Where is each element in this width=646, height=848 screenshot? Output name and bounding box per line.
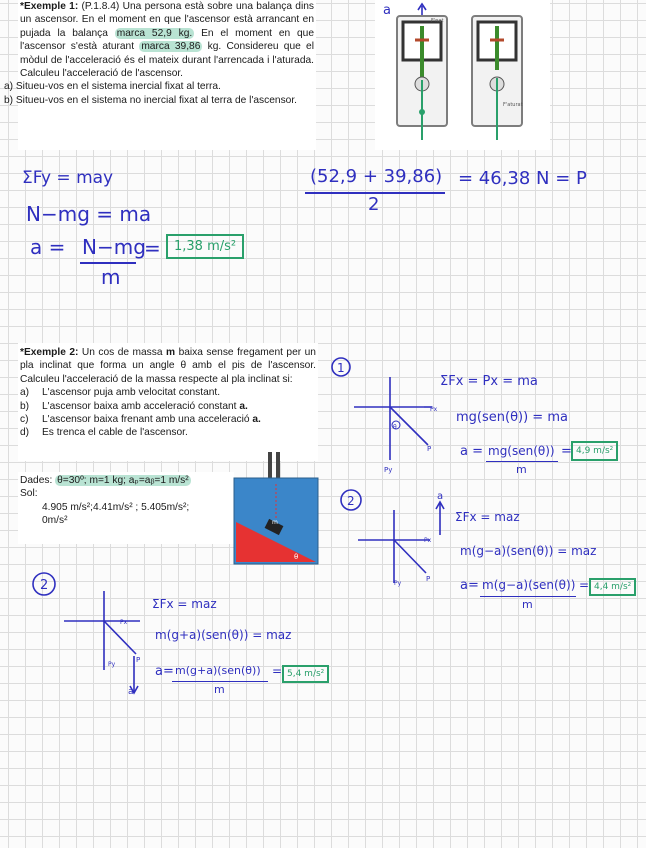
- example1-highlight-2: marca 39,86: [141, 41, 201, 53]
- case2-px-label: Px: [424, 537, 432, 544]
- note-average-result: = 46,38 N = P: [458, 168, 587, 189]
- case2-fraction-bar: [480, 596, 576, 597]
- elevator-figure-svg: [375, 0, 550, 150]
- data-label: Dades:: [20, 475, 53, 486]
- example2-title: *Exemple 2:: [20, 347, 79, 358]
- case2-eq3-equals: =: [579, 578, 590, 592]
- example2-intro-mass: m: [166, 347, 176, 358]
- note-average-denominator: 2: [368, 194, 380, 215]
- case1-py-label: Py: [384, 466, 393, 474]
- case1-eq3-denominator: m: [516, 463, 527, 476]
- note-accel-result-box: 1,38 m/s²: [166, 234, 244, 259]
- case2-accel-label: a: [437, 491, 444, 502]
- example1-card: [4, 0, 316, 150]
- case1-px-label: Px: [430, 406, 438, 413]
- example2-statement: [20, 346, 316, 386]
- case2-incline-line: [394, 540, 426, 573]
- case3-eq3-denominator: m: [214, 683, 225, 696]
- solution-values-2: 0m/s²: [42, 515, 68, 527]
- right-elevator-caption: F'aturat: [503, 102, 523, 108]
- case3-px-label: Px: [120, 619, 128, 626]
- elevator-cable: [268, 452, 272, 478]
- case3-eq3-numerator: m(g+a)(sen(θ)): [175, 664, 261, 677]
- svg-text:2: 2: [40, 578, 49, 593]
- case3-diagram: [28, 566, 152, 696]
- example1-text-2: En el moment en que l'ascensor s'està aturant: [20, 27, 315, 53]
- case3-fraction-bar: [172, 681, 268, 682]
- case1-result-box: 4,9 m/s²: [571, 441, 618, 461]
- case3-eq3-equals: =: [272, 664, 283, 678]
- case1-fraction-bar: [486, 461, 558, 462]
- example1-title: *Exemple 1:: [20, 1, 79, 12]
- svg-text:1: 1: [337, 361, 345, 375]
- note-sum-forces-y: ΣFy = may: [22, 168, 114, 188]
- case3-py-label: Py: [108, 661, 116, 668]
- case2-eq3-denominator: m: [522, 598, 533, 611]
- example2-item: d) Es trenca el cable de l'ascensor.: [20, 427, 188, 439]
- example2-item: b) L'ascensor baixa amb acceleració constant a.: [20, 400, 248, 412]
- example2-intro-1: Un cos de massa: [81, 347, 163, 358]
- example2-data-card: [18, 472, 234, 544]
- figure-a-label: a: [383, 3, 391, 18]
- note-accel-equals: =: [144, 236, 161, 260]
- case3-eq2: m(g+a)(sen(θ)) = maz: [155, 628, 292, 642]
- example2-item: c) L'ascensor baixa frenant amb una acceleració a.: [20, 414, 261, 426]
- case2-p-label: P: [426, 575, 431, 583]
- example2-data-line: [20, 474, 232, 487]
- case1-eq1: ΣFx = Px = ma: [440, 374, 538, 389]
- example1-ref: (P.1.8.4): [81, 1, 120, 12]
- incline-mass-label: m: [272, 519, 278, 526]
- solution-label: Sol:: [20, 488, 38, 500]
- example1-figure: [375, 0, 550, 150]
- example1-text-1: Una persona està sobre una balança dins un ascensor. En el moment en que l'ascensor està arrancant en pujada la balança: [20, 1, 314, 39]
- note-accel-denominator: m: [101, 265, 121, 289]
- example2-card: [18, 343, 318, 461]
- case1-p-label: P: [427, 445, 432, 453]
- note-accel-numerator: N−mg: [82, 235, 146, 259]
- case1-eq3-numerator: mg(sen(θ)): [488, 444, 555, 458]
- case3-eq3-lhs: a=: [155, 664, 174, 679]
- example1-text-3: kg. Considereu que el mòdul de l'acceleració és el mateix durant l'arrencada i l'aturada. Calculeu l'acceleració de l'ascensor.: [20, 41, 314, 80]
- example1-highlight-1: marca 52,9 kg.: [116, 27, 193, 39]
- case1-eq3-lhs: a =: [460, 444, 483, 459]
- case3-accel-label: a: [128, 687, 134, 696]
- note-accel-fraction-bar: [80, 262, 136, 264]
- example1-part-b: b) Situeu-vos en el sistema no inercial fixat al terra de l'ascensor.: [4, 94, 297, 106]
- case2-eq3-lhs: a=: [460, 578, 479, 593]
- case1-eq3-equals: =: [561, 444, 572, 459]
- case3-result-box: 5,4 m/s²: [282, 665, 329, 683]
- case2-eq1: ΣFx = maz: [455, 510, 520, 524]
- case2-eq2: m(g−a)(sen(θ)) = maz: [460, 544, 597, 558]
- case1-eq2: mg(sen(θ)) = ma: [456, 410, 568, 425]
- example2-list: [20, 386, 316, 440]
- case2-result-box: 4,4 m/s²: [589, 578, 636, 596]
- case1-theta: θ: [393, 424, 397, 431]
- incline-angle-label: θ: [294, 553, 299, 561]
- note-newton-eq: N−mg = ma: [26, 202, 152, 226]
- example1-part-a: a) Situeu-vos en el sistema inercial fixat al terra.: [4, 81, 221, 93]
- note-accel-lhs: a =: [30, 235, 66, 259]
- case2-eq3-numerator: m(g−a)(sen(θ)): [482, 578, 576, 592]
- note-average-numerator: (52,9 + 39,86): [310, 166, 443, 187]
- case2-diagram: [334, 485, 454, 590]
- example2-intro-2: baixa sense fregament per un pla inclinat que forma un angle θ amb el pis de l'ascensor. Calculeu l'acceleració de la massa respecte al pla inclinat si:: [20, 347, 316, 385]
- incline-elevator-figure: [232, 450, 322, 570]
- solution-values-1: 4.905 m/s²;4.41m/s² ; 5.405m/s²;: [42, 501, 190, 513]
- case3-p-label: P: [136, 656, 141, 664]
- svg-text:2: 2: [347, 494, 355, 508]
- left-elevator-caption: F'nat: [431, 18, 444, 24]
- data-value: θ=30º; m=1 kg; aₚ=aᵦ=1 m/s²: [57, 475, 189, 486]
- case3-eq1: ΣFx = maz: [152, 597, 217, 611]
- case2-py-label: Py: [394, 580, 402, 587]
- example2-item: a) L'ascensor puja amb velocitat constant.: [20, 387, 221, 399]
- example1-statement: [20, 0, 314, 80]
